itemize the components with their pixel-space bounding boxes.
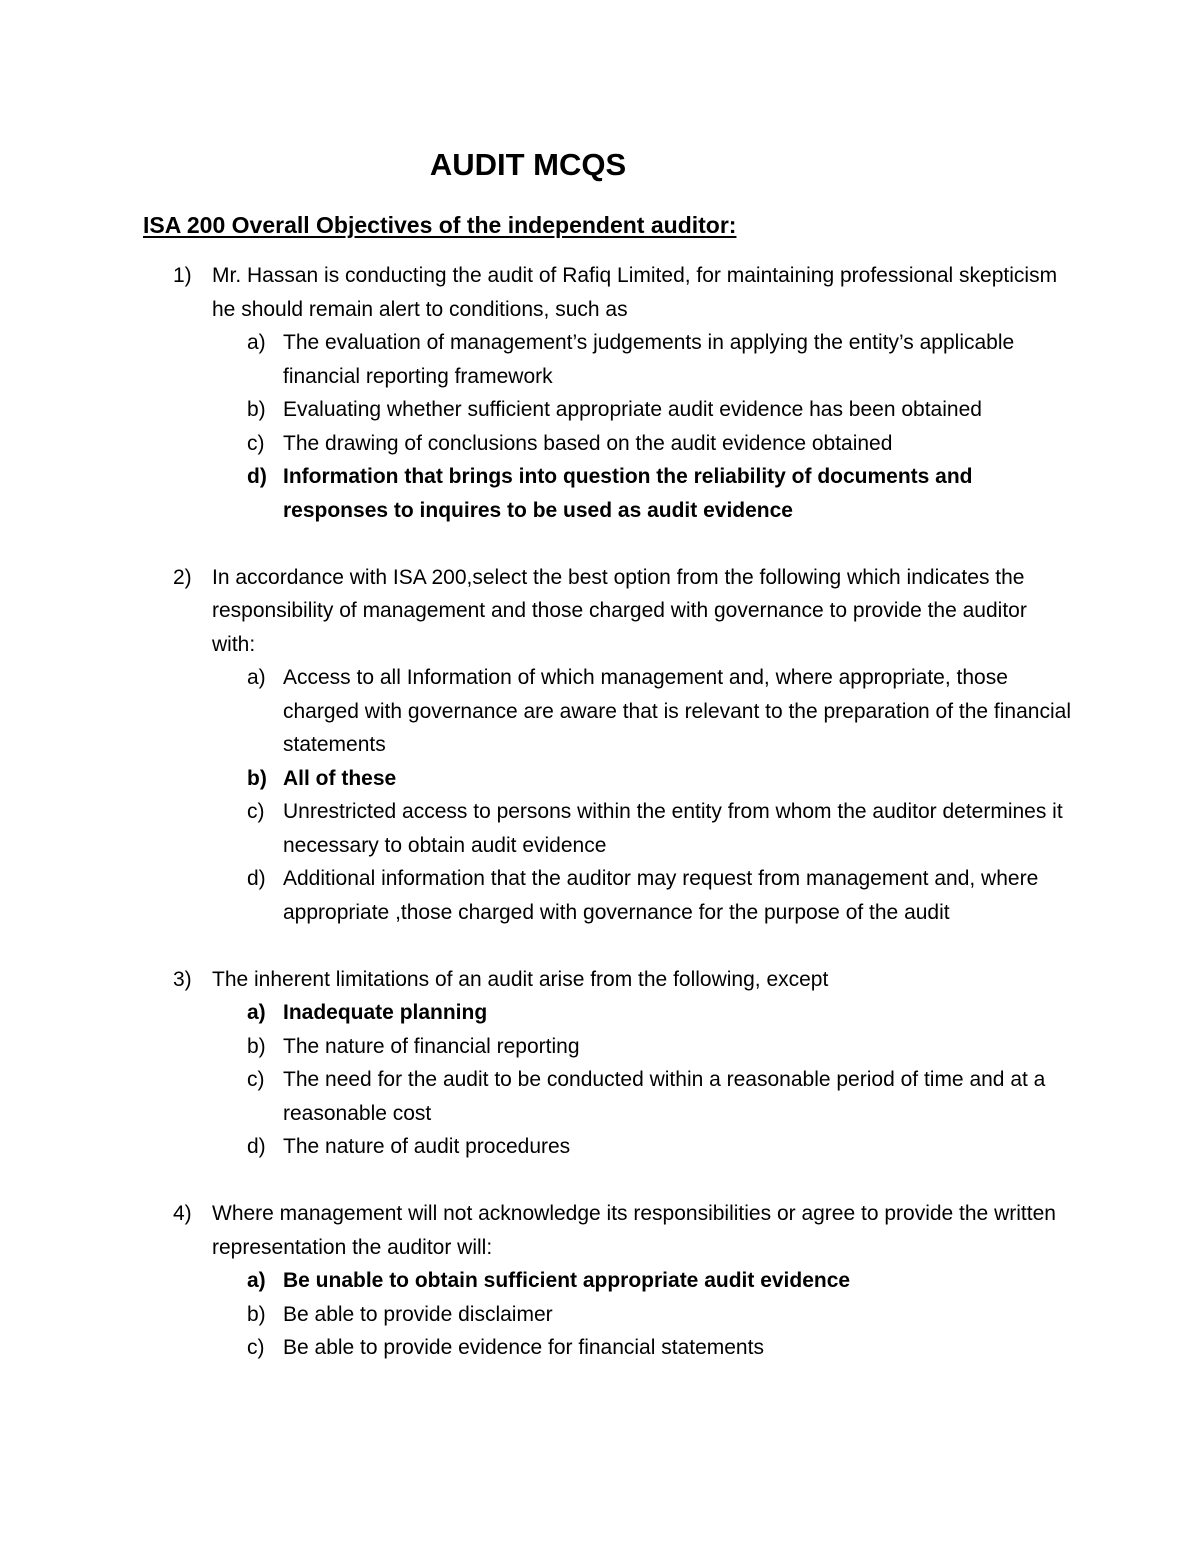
document-title: AUDIT MCQS xyxy=(429,147,627,182)
option-1a xyxy=(212,326,1073,393)
option-1d xyxy=(212,460,1073,527)
option-text: The drawing of conclusions based on the audit evidence obtained xyxy=(283,431,893,455)
question-text: Where management will not acknowledge its responsibilities or agree to provide the written representation the auditor will: xyxy=(212,1202,1056,1259)
option-letter: c) xyxy=(247,800,265,823)
option-text: The need for the audit to be conducted within a reasonable period of time and at a reasonable cost xyxy=(283,1068,1046,1125)
option-letter: d) xyxy=(247,465,267,488)
option-list xyxy=(212,996,1072,1164)
question-1 xyxy=(0,259,1072,527)
option-1b xyxy=(212,393,1073,427)
option-text: The nature of audit procedures xyxy=(283,1135,571,1158)
option-text: Access to all Information of which management and, where appropriate, those charged with governance are aware that is relevant to the preparation of the financial statements xyxy=(283,666,1071,756)
option-letter: b) xyxy=(247,766,267,790)
option-text: The nature of financial reporting xyxy=(283,1034,580,1058)
option-list xyxy=(212,326,1072,527)
question-number: 2) xyxy=(173,565,192,589)
option-text: Information that brings into question the reliability of documents and responses to inquires to be used as audit evidence xyxy=(283,465,973,522)
question-3 xyxy=(0,963,1072,1164)
option-3c xyxy=(212,1063,1073,1130)
option-text: Be able to provide disclaimer xyxy=(283,1302,553,1326)
question-list xyxy=(0,259,1200,1398)
option-3a xyxy=(212,996,1073,1030)
option-letter: a) xyxy=(247,1269,266,1292)
option-list xyxy=(212,661,1072,929)
question-text: Mr. Hassan is conducting the audit of Rafiq Limited, for maintaining professional skepticism he should remain alert to conditions, such as xyxy=(212,264,1058,321)
option-letter: d) xyxy=(247,1135,266,1158)
option-1c xyxy=(212,427,1073,461)
option-4c xyxy=(212,1331,1073,1365)
option-letter: c) xyxy=(247,1068,265,1091)
option-text: Inadequate planning xyxy=(283,1001,488,1024)
option-4b xyxy=(212,1298,1073,1332)
question-number: 4) xyxy=(173,1202,192,1225)
option-letter: d) xyxy=(247,867,266,890)
option-letter: a) xyxy=(247,331,266,354)
option-3b xyxy=(212,1030,1073,1064)
option-letter: b) xyxy=(247,1034,266,1058)
option-3d xyxy=(212,1130,1073,1164)
option-2c xyxy=(212,795,1073,862)
option-letter: b) xyxy=(247,1302,266,1326)
option-2b xyxy=(212,762,1073,796)
option-letter: a) xyxy=(247,666,266,689)
option-2a xyxy=(212,661,1073,762)
option-text: Be unable to obtain sufficient appropriate audit evidence xyxy=(283,1269,851,1292)
question-number: 1) xyxy=(173,264,192,287)
option-text: Additional information that the auditor may request from management and, where appropriate ,those charged with governance for the purpose of the audit xyxy=(283,867,1039,924)
option-letter: b) xyxy=(247,398,266,421)
option-text: Be able to provide evidence for financial statements xyxy=(283,1336,764,1359)
question-2 xyxy=(0,561,1072,930)
option-letter: a) xyxy=(247,1001,266,1024)
option-text: Evaluating whether sufficient appropriate audit evidence has been obtained xyxy=(283,398,982,421)
section-heading: ISA 200 Overall Objectives of the independent auditor: xyxy=(143,212,737,238)
question-4 xyxy=(0,1197,1072,1365)
option-text: The evaluation of management’s judgements in applying the entity’s applicable financial reporting framework xyxy=(283,331,1015,388)
option-text: All of these xyxy=(283,766,397,790)
option-list xyxy=(212,1264,1072,1365)
question-text: In accordance with ISA 200,select the best option from the following which indicates the responsibility of management and those charged with governance to provide the auditor with: xyxy=(212,565,1027,656)
option-4a xyxy=(212,1264,1073,1298)
option-letter: c) xyxy=(247,431,265,455)
question-text: The inherent limitations of an audit arise from the following, except xyxy=(212,967,829,991)
option-letter: c) xyxy=(247,1336,265,1359)
question-number: 3) xyxy=(173,967,192,991)
option-2d xyxy=(212,862,1073,929)
option-text: Unrestricted access to persons within the entity from whom the auditor determines it necessary to obtain audit evidence xyxy=(283,800,1063,857)
